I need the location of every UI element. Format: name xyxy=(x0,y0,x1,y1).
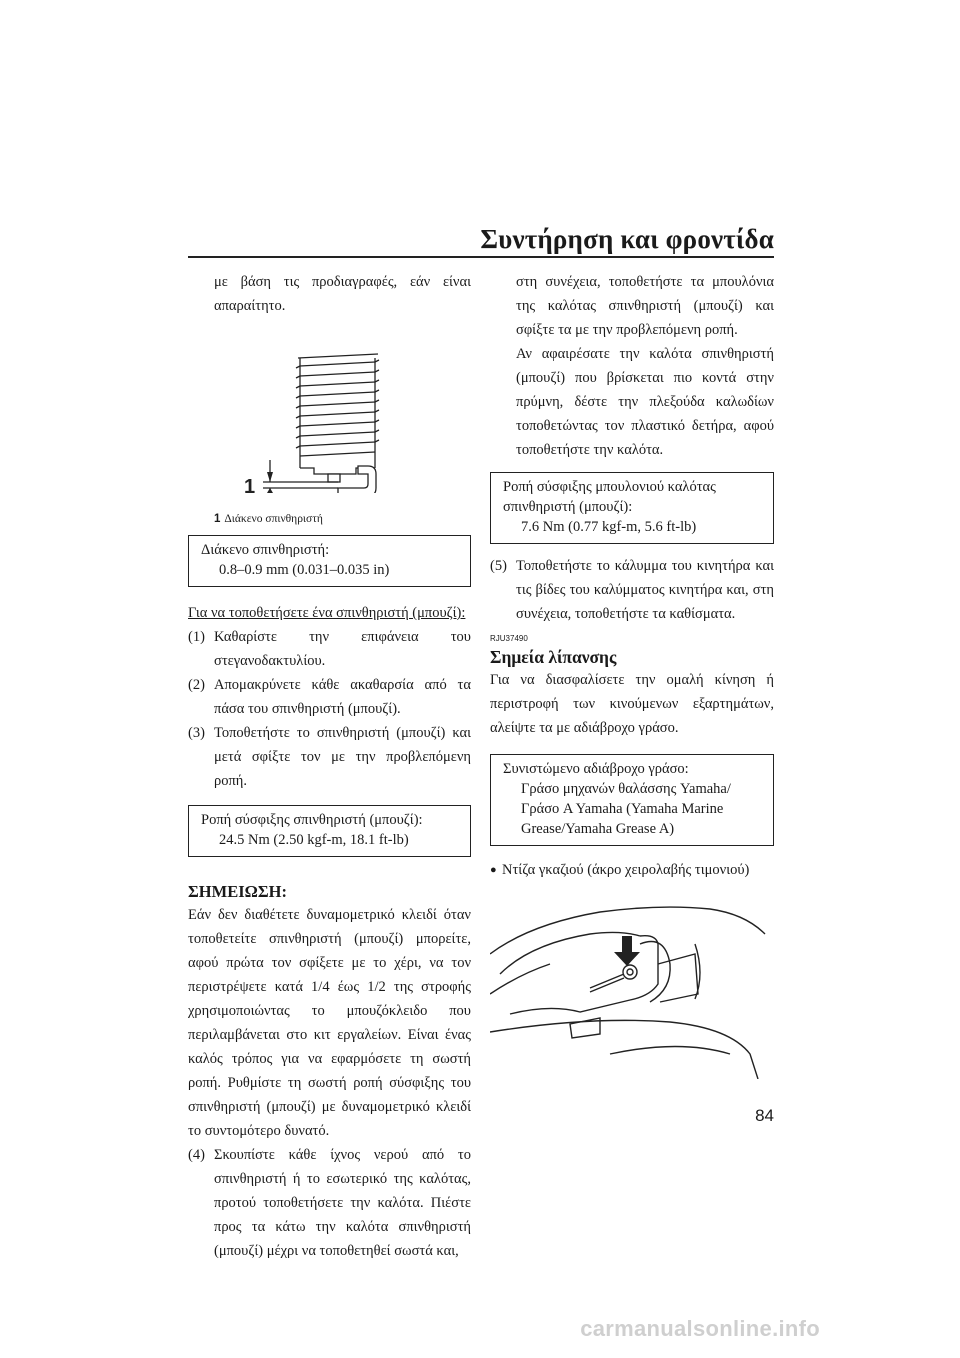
step-4-number: (4) xyxy=(188,1147,205,1163)
bullet-throttle-cable xyxy=(490,858,774,882)
continuation-paragraph: στη συνέχεια, τοποθετήστε τα μπουλόνια της καλότας σπινθηριστή (μπουζί) και σφίξτε τα με την προβλεπόμενη ροπή. xyxy=(516,274,774,338)
bullet-dot-icon: ● xyxy=(490,864,497,876)
step-5 xyxy=(490,554,774,626)
gap-spec-value: 0.8–0.9 mm (0.031–0.035 in) xyxy=(219,562,390,578)
bullet-text: Ντίζα γκαζιού (άκρο χειρολαβής τιμονιού) xyxy=(502,862,750,878)
caption-number: 1 xyxy=(214,513,221,525)
step-1 xyxy=(188,625,471,673)
note-title: ΣΗΜΕΙΩΣΗ: xyxy=(188,882,287,901)
arrow-down-icon xyxy=(614,936,640,966)
torque-spec-value: 24.5 Nm (2.50 kgf-m, 18.1 ft-lb) xyxy=(219,832,409,848)
figure-callout-1: 1 xyxy=(244,476,256,493)
page-number: 84 xyxy=(755,1106,774,1125)
gap-spec-label: Διάκενο σπινθηριστή: xyxy=(201,542,330,558)
left-column xyxy=(188,270,471,1263)
section-code: RJU37490 xyxy=(490,634,528,643)
spark-plug-illustration xyxy=(188,348,471,493)
note-text: Εάν δεν διαθέτετε δυναμομετρικό κλειδί όταν τοποθετείτε σπινθηριστή (μπουζί) μπορείτε, αφού πρώτα τον σφίξετε με το χέρι, να τον περιστρέψετε κατά 1/4 έως 1/2 της στροφής χρησιμοποιώντας το μπουζόκλειδο που περιλαμβάνεται στο κιτ εργαλείων. Είναι ένας καλός τρόπος για να εφαρμόσετε τη σωστή ροπή. Ρυθμίστε τη σωστή ροπή σύσφιξης του σπινθηριστή (μπουζί) με δυναμομετρικό κλειδί το συντομότερο δυνατό. xyxy=(188,907,471,1139)
step-2 xyxy=(188,673,471,721)
header-rule xyxy=(188,256,774,258)
stern-cap-paragraph: Αν αφαιρέσατε την καλότα σπινθηριστή (μπουζί) που βρίσκεται πιο κοντά στην πρύμνη, δέστε την πλεξούδα καλωδίων τοποθετώντας τον πλαστικό δετήρα, αφού τοποθετήστε την καλότα. xyxy=(516,346,774,458)
install-heading: Για να τοποθετήσετε ένα σπινθηριστή (μπουζί): xyxy=(188,605,466,621)
spark-plug-figure xyxy=(188,348,471,493)
cap-torque-value: 7.6 Nm (0.77 kgf-m, 5.6 ft-lb) xyxy=(521,519,697,535)
intro-paragraph: με βάση τις προδιαγραφές, εάν είναι απαραίτητο. xyxy=(214,274,471,314)
step-3 xyxy=(188,721,471,793)
cap-torque-box xyxy=(490,472,774,544)
grease-spec-value: Γράσο μηχανών θαλάσσης Yamaha/Γράσο A Yamaha (Yamaha Marine Grease/Yamaha Grease A) xyxy=(521,781,731,837)
step-2-text: Απομακρύνετε κάθε ακαθαρσία από τα πάσα του σπινθηριστή (μπουζί). xyxy=(214,677,471,717)
torque-spec-box xyxy=(188,805,471,857)
step-1-number: (1) xyxy=(188,629,205,645)
caption-text: Διάκενο σπινθηριστή xyxy=(224,513,323,525)
step-5-number: (5) xyxy=(490,558,507,574)
lubrication-title: Σημεία λίπανσης xyxy=(490,647,617,667)
step-1-text: Καθαρίστε την επιφάνεια του στεγανοδακτυλίου. xyxy=(214,629,471,669)
right-column xyxy=(490,270,774,1079)
section-header-title: Συντήρηση και φροντίδα xyxy=(480,224,774,254)
gap-spec-box xyxy=(188,535,471,587)
grease-spec-box xyxy=(490,754,774,846)
torque-spec-label: Ροπή σύσφιξης σπινθηριστή (μπουζί): xyxy=(201,812,423,828)
step-2-number: (2) xyxy=(188,677,205,693)
lubrication-text: Για να διασφαλίσετε την ομαλή κίνηση ή περιστροφή των κινούμενων εξαρτημάτων, αλείψτε τα με αδιάβροχο γράσο. xyxy=(490,672,774,736)
cap-torque-label: Ροπή σύσφιξης μπουλονιού καλότας σπινθηριστή (μπουζί): xyxy=(503,479,716,515)
watermark: carmanualsonline.info xyxy=(580,1316,820,1341)
step-5-text: Τοποθετήστε το κάλυμμα του κινητήρα και τις βίδες του καλύμματος κινητήρα και, στη συνέχεια, τοποθετήστε τα καθίσματα. xyxy=(516,558,774,622)
figure-caption xyxy=(188,511,471,527)
step-4 xyxy=(188,1143,471,1263)
grease-spec-label: Συνιστώμενο αδιάβροχο γράσο: xyxy=(503,761,689,777)
throttle-illustration xyxy=(490,904,774,1079)
step-3-text: Τοποθετήστε το σπινθηριστή (μπουζί) και μετά σφίξτε τον με την προβλεπόμενη ροπή. xyxy=(214,725,471,789)
throttle-figure xyxy=(490,904,774,1079)
step-4-text: Σκουπίστε κάθε ίχνος νερού από το σπινθηριστή ή το εσωτερικό της καλότας, προτού τοποθετήσετε την καλότα. Πιέστε προς τα κάτω την καλότα σπινθηριστή (μπουζί) μέχρι να τοποθετηθεί σωστά και, xyxy=(214,1147,471,1259)
step-3-number: (3) xyxy=(188,725,205,741)
